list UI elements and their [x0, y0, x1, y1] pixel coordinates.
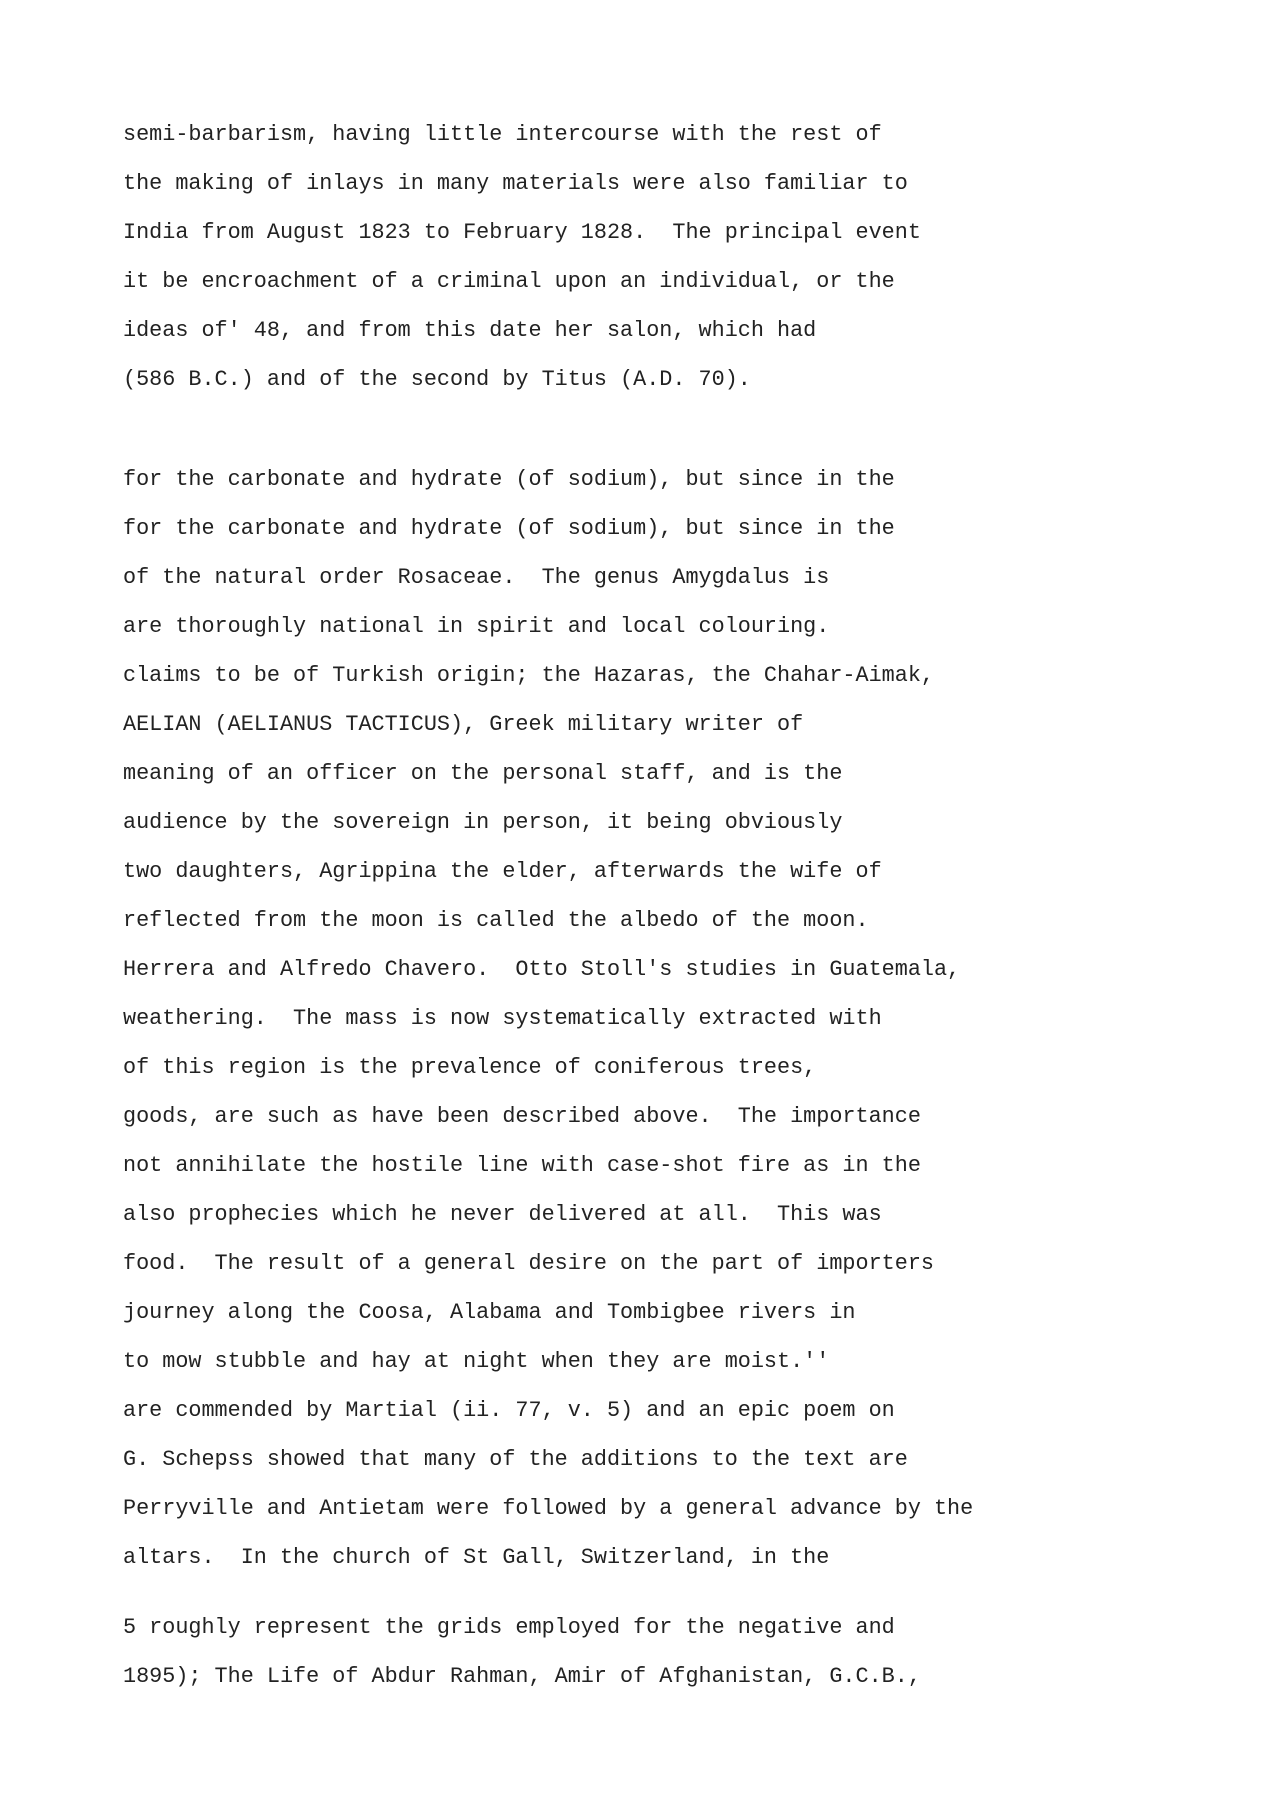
text-line: 5 roughly represent the grids employed for the negative and: [123, 1615, 895, 1640]
text-line: G. Schepss showed that many of the additions to the text are: [123, 1447, 908, 1472]
text-line: claims to be of Turkish origin; the Hazaras, the Chahar-Aimak,: [123, 663, 934, 688]
text-line: it be encroachment of a criminal upon an individual, or the: [123, 269, 895, 294]
text-line: not annihilate the hostile line with case-shot fire as in the: [123, 1153, 921, 1178]
text-line: semi-barbarism, having little intercourse with the rest of: [123, 122, 882, 147]
text-line: are thoroughly national in spirit and local colouring.: [123, 614, 830, 639]
paragraph-3: [123, 1603, 1223, 1701]
text-line: also prophecies which he never delivered at all. This was: [123, 1202, 882, 1227]
text-line: of the natural order Rosaceae. The genus Amygdalus is: [123, 565, 830, 590]
text-line: journey along the Coosa, Alabama and Tombigbee rivers in: [123, 1300, 856, 1325]
text-line: to mow stubble and hay at night when they are moist.'': [123, 1349, 830, 1374]
text-line: for the carbonate and hydrate (of sodium), but since in the: [123, 467, 895, 492]
text-line: goods, are such as have been described above. The importance: [123, 1104, 921, 1129]
text-line: two daughters, Agrippina the elder, afterwards the wife of: [123, 859, 882, 884]
text-line: the making of inlays in many materials were also familiar to: [123, 171, 908, 196]
text-line: food. The result of a general desire on the part of importers: [123, 1251, 934, 1276]
text-line: India from August 1823 to February 1828. The principal event: [123, 220, 921, 245]
text-line: for the carbonate and hydrate (of sodium), but since in the: [123, 516, 895, 541]
text-line: are commended by Martial (ii. 77, v. 5) and an epic poem on: [123, 1398, 895, 1423]
text-line: weathering. The mass is now systematically extracted with: [123, 1006, 882, 1031]
text-line: AELIAN (AELIANUS TACTICUS), Greek military writer of: [123, 712, 804, 737]
text-line: reflected from the moon is called the albedo of the moon.: [123, 908, 869, 933]
paragraph-2: [123, 455, 1223, 1582]
paragraph-1: [123, 110, 1223, 404]
text-line: of this region is the prevalence of coniferous trees,: [123, 1055, 817, 1080]
text-line: Perryville and Antietam were followed by a general advance by the: [123, 1496, 974, 1521]
text-line: Herrera and Alfredo Chavero. Otto Stoll's studies in Guatemala,: [123, 957, 961, 982]
text-line: (586 B.C.) and of the second by Titus (A.D. 70).: [123, 367, 751, 392]
text-line: 1895); The Life of Abdur Rahman, Amir of Afghanistan, G.C.B.,: [123, 1664, 921, 1689]
text-line: altars. In the church of St Gall, Switzerland, in the: [123, 1545, 830, 1570]
text-line: ideas of' 48, and from this date her salon, which had: [123, 318, 817, 343]
text-line: meaning of an officer on the personal staff, and is the: [123, 761, 843, 786]
text-line: audience by the sovereign in person, it being obviously: [123, 810, 843, 835]
